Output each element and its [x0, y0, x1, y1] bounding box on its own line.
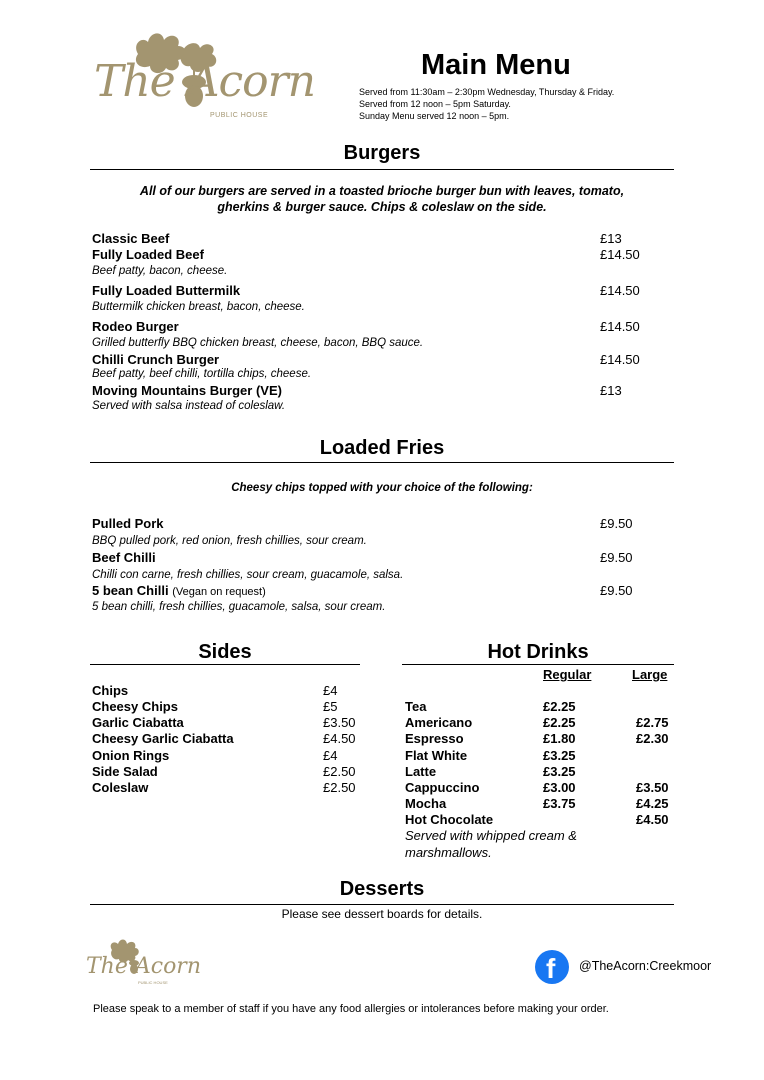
facebook-icon[interactable]: f — [535, 950, 569, 984]
hours-line-1: Served from 11:30am – 2:30pm Wednesday, Thursday & Friday. — [359, 87, 615, 97]
footer-logo-wordmark: The Acorn — [86, 954, 201, 979]
menu-item-name: Classic Beef — [92, 231, 170, 246]
drink-regular-price: £3.00 — [543, 780, 576, 795]
menu-item-desc: Beef patty, bacon, cheese. — [92, 265, 228, 277]
allergy-notice: Please speak to a member of staff if you have any food allergies or intolerances before making your order. — [93, 1003, 609, 1015]
side-item-name: Garlic Ciabatta — [92, 715, 184, 730]
menu-item-price: £13 — [600, 231, 622, 246]
menu-item-name: Chilli Crunch Burger — [92, 352, 220, 367]
hours-line-2: Served from 12 noon – 5pm Saturday. — [359, 99, 511, 109]
drink-name: Tea — [405, 699, 427, 714]
menu-item-name: Fully Loaded Buttermilk — [92, 283, 241, 298]
menu-item-name: Beef Chilli — [92, 550, 156, 565]
side-item-price: £4.50 — [323, 731, 356, 746]
burgers-title: Burgers — [343, 142, 421, 164]
side-item-name: Onion Rings — [92, 748, 170, 763]
drink-name: Espresso — [405, 731, 464, 746]
menu-item-desc: Chilli con carne, fresh chillies, sour cream, guacamole, salsa. — [92, 569, 404, 581]
side-item-name: Side Salad — [92, 764, 158, 779]
drink-name: Latte — [405, 764, 437, 779]
col-header-regular: Regular — [543, 667, 592, 682]
drink-regular-price: £2.25 — [543, 699, 576, 714]
drink-regular-price: £3.25 — [543, 748, 576, 763]
drink-large-price: £3.50 — [636, 780, 669, 795]
sides-title: Sides — [198, 641, 252, 663]
menu-item-desc: 5 bean chilli, fresh chillies, guacamole, salsa, sour cream. — [92, 601, 386, 613]
drink-name: Hot Chocolate — [405, 812, 494, 827]
loaded-fries-title: Loaded Fries — [319, 437, 445, 459]
menu-item-price: £14.50 — [600, 247, 640, 262]
side-item-price: £5 — [323, 699, 338, 714]
footer-logo-subtitle: PUBLIC HOUSE — [138, 980, 168, 985]
logo-wordmark: The Acorn — [94, 56, 315, 107]
drink-large-price: £4.25 — [636, 796, 669, 811]
facebook-handle[interactable]: @TheAcorn:Creekmoor — [579, 959, 712, 973]
logo-subtitle: PUBLIC HOUSE — [210, 112, 269, 119]
menu-item-name: 5 bean Chilli (Vegan on request) — [92, 583, 266, 598]
burgers-rule — [90, 169, 674, 170]
drink-regular-price: £2.25 — [543, 715, 576, 730]
drink-large-price: £2.75 — [636, 715, 669, 730]
footer-logo — [84, 938, 204, 988]
drink-regular-price: £1.80 — [543, 731, 576, 746]
menu-item-price: £14.50 — [600, 352, 640, 367]
burgers-intro-1: All of our burgers are served in a toasted brioche burger bun with leaves, tomato, — [139, 184, 625, 198]
hot-drinks-note-2: marshmallows. — [405, 845, 492, 860]
hot-drinks-title: Hot Drinks — [487, 641, 589, 663]
burgers-intro-2: gherkins & burger sauce. Chips & coleslaw on the side. — [217, 200, 547, 214]
menu-item-desc: Grilled butterfly BBQ chicken breast, cheese, bacon, BBQ sauce. — [92, 337, 424, 349]
sides-rule — [90, 664, 360, 665]
col-header-large: Large — [632, 667, 668, 682]
loaded-fries-intro: Cheesy chips topped with your choice of the following: — [231, 482, 533, 494]
side-item-price: £4 — [323, 748, 338, 763]
menu-item-desc: Served with salsa instead of coleslaw. — [92, 400, 286, 412]
menu-item-price: £9.50 — [600, 516, 633, 531]
loaded-fries-rule — [90, 462, 674, 463]
side-item-name: Cheesy Chips — [92, 699, 178, 714]
side-item-name: Chips — [92, 683, 129, 698]
hot-drinks-note-1: Served with whipped cream & — [405, 828, 577, 843]
side-item-price: £4 — [323, 683, 338, 698]
hot-drinks-rule — [402, 664, 674, 665]
desserts-rule — [90, 904, 674, 905]
page-title: Main Menu — [421, 49, 571, 81]
menu-item-name: Pulled Pork — [92, 516, 164, 531]
drink-large-price: £4.50 — [636, 812, 669, 827]
side-item-price: £2.50 — [323, 764, 356, 779]
menu-item-name: Moving Mountains Burger (VE) — [92, 383, 282, 398]
menu-item-price: £14.50 — [600, 283, 640, 298]
desserts-title: Desserts — [339, 878, 425, 900]
desserts-text: Please see dessert boards for details. — [281, 907, 483, 921]
menu-item-name: Rodeo Burger — [92, 319, 179, 334]
menu-item-note: (Vegan on request) — [172, 586, 266, 598]
side-item-price: £2.50 — [323, 780, 356, 795]
drink-name: Mocha — [405, 796, 447, 811]
drink-name: Cappuccino — [405, 780, 480, 795]
side-item-name: Coleslaw — [92, 780, 149, 795]
menu-item-price: £13 — [600, 383, 622, 398]
logo — [90, 24, 322, 124]
drink-name: Americano — [405, 715, 473, 730]
side-item-name: Cheesy Garlic Ciabatta — [92, 731, 234, 746]
menu-item-desc: Beef patty, beef chilli, tortilla chips, cheese. — [92, 368, 312, 380]
menu-item-price: £14.50 — [600, 319, 640, 334]
hours-line-3: Sunday Menu served 12 noon – 5pm. — [359, 111, 510, 121]
drink-regular-price: £3.25 — [543, 764, 576, 779]
menu-item-price: £9.50 — [600, 550, 633, 565]
menu-item-price: £9.50 — [600, 583, 633, 598]
menu-item-desc: BBQ pulled pork, red onion, fresh chillies, sour cream. — [92, 535, 367, 547]
menu-item-desc: Buttermilk chicken breast, bacon, cheese. — [92, 301, 305, 313]
drink-large-price: £2.30 — [636, 731, 669, 746]
menu-item-name: Fully Loaded Beef — [92, 247, 204, 262]
drink-name: Flat White — [405, 748, 468, 763]
drink-regular-price: £3.75 — [543, 796, 576, 811]
side-item-price: £3.50 — [323, 715, 356, 730]
